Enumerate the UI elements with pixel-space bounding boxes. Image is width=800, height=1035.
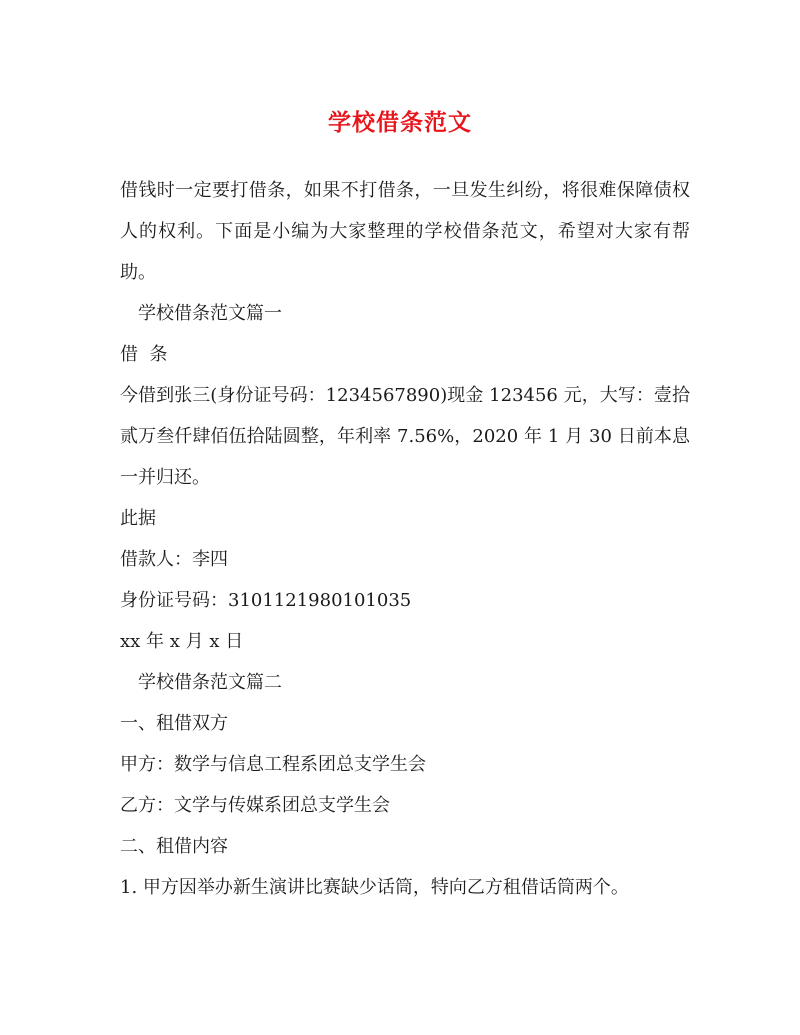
iou-date: xx 年 x 月 x 日 (120, 631, 244, 652)
iou-heading: 借 条 (120, 344, 168, 365)
party-a: 甲方：数学与信息工程系团总支学生会 (120, 754, 426, 775)
section-heading-two: 学校借条范文篇二 (138, 672, 282, 693)
lease-item-one: 1. 甲方因举办新生演讲比赛缺少话筒，特向乙方租借话筒两个。 (120, 877, 629, 898)
borrower-id-number: 身份证号码：3101121980101035 (120, 590, 412, 611)
document-title: 学校借条范文 (328, 109, 472, 136)
intro-paragraph: 借钱时一定要打借条，如果不打借条，一旦发生纠纷，将很难保障债权人的权利。下面是小编为大家整理的学校借条范文，希望对大家有帮助。 (120, 180, 690, 283)
party-b: 乙方：文学与传媒系团总支学生会 (120, 795, 390, 816)
iou-closing: 此据 (120, 508, 156, 529)
lease-parties-heading: 一、租借双方 (120, 713, 228, 734)
borrower-name: 借款人：李四 (120, 549, 228, 570)
lease-content-heading: 二、租借内容 (120, 836, 228, 857)
document-body (120, 170, 690, 908)
section-heading-one: 学校借条范文篇一 (138, 303, 282, 324)
iou-body-paragraph: 今借到张三(身份证号码：1234567890)现金 123456 元，大写：壹拾贰万叁仟肆佰伍拾陆圆整，年利率 7.56%，2020 年 1 月 30 日前本息一并归还。 (120, 385, 690, 488)
